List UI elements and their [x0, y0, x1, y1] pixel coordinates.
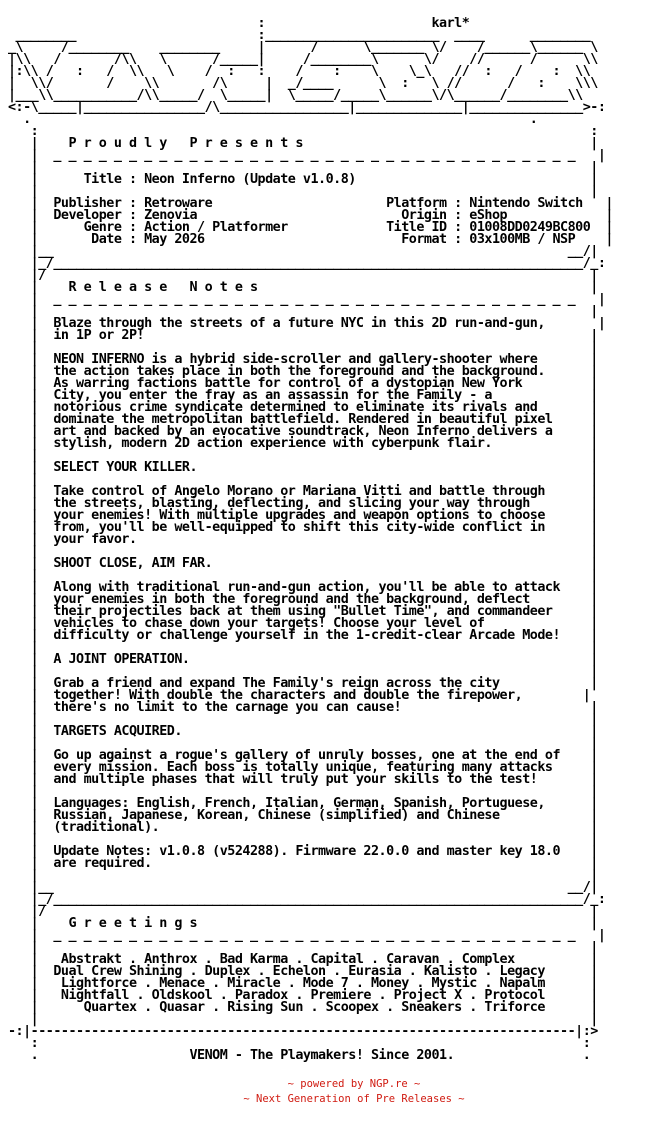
nfo-line: | Lightforce . Menace . Miracle . Mode 7 . Money . Mystic . Napalm | [8, 976, 598, 991]
nfo-line: | Date : May 2026 Format : 03x100MB / NSP | [8, 232, 613, 247]
nfo-text [8, 18, 613, 1062]
nfo-line: | | [8, 664, 598, 679]
nfo-line: | _ _ _ _ _ _ _ _ _ _ _ _ _ _ _ _ _ _ _ _ _ _ _ _ _ _ _ _ _ _ _ _ _ _ _ | [8, 292, 606, 307]
nfo-line: | from, you'll be well-equipped to shift this city-wide conflict in | [8, 520, 598, 535]
nfo-line: | there's no limit to the carnage you can cause! | [8, 700, 598, 715]
nfo-line: | Title : Neon Inferno (Update v1.0.8) | [8, 172, 598, 187]
nfo-line: | in 1P or 2P! | [8, 328, 598, 343]
nfo-line: | As warring factions battle for control of a dystopian New York | [8, 376, 598, 391]
nfo-line: -:|------------------------------------------------------------------------|:> [8, 1024, 598, 1039]
nfo-line: _\ /________ ________ | / \_______ \/ /______\______ \ [8, 40, 598, 55]
nfo-line: |:\\ / : / \\ \ / : : / : \ \_\ // : / : \\ [8, 64, 591, 79]
nfo-line: | vehicles to chase down your targets! Choose your level of | [8, 616, 598, 631]
nfo-line: | | [8, 868, 598, 883]
nfo-line: | Publisher : Retroware Platform : Nintendo Switch | [8, 196, 613, 211]
nfo-line: | G r e e t i n g s | [8, 916, 598, 931]
nfo-line: | your enemies! With multiple upgrades and weapon options to choose | [8, 508, 598, 523]
nfo-line: | Nightfall . Oldskool . Paradox . Premiere . Project X . Protocol | [8, 988, 598, 1003]
nfo-line: <:-\_____|________________/\_________________|______________|_______________>-: [8, 100, 606, 115]
nfo-line: | | [8, 832, 598, 847]
nfo-line: | Blaze through the streets of a future NYC in this 2D run-and-gun, | [8, 316, 606, 331]
nfo-line: | art and backed by an evocative soundtrack, Neon Inferno delivers a | [8, 424, 598, 439]
nfo-line: | the action takes place in both the foreground and the background. | [8, 364, 598, 379]
nfo-line: . . [8, 112, 538, 127]
nfo-line: | SELECT YOUR KILLER. | [8, 460, 598, 475]
nfo-line: | | [8, 784, 598, 799]
nfo-line: | Take control of Angelo Morano or Mariana Vitti and battle through | [8, 484, 598, 499]
nfo-line: . VENOM - The Playmakers! Since 2001. . [8, 1048, 591, 1063]
nfo-line: | their projectiles back at them using "Bullet Time", and commandeer | [8, 604, 598, 619]
nfo-line: ________ :_______________________ ____ ________ [8, 28, 591, 43]
nfo-line: | | [8, 940, 598, 955]
nfo-line: | | [8, 184, 598, 199]
nfo-line: | Abstrakt . Anthrox . Bad Karma . Capital . Caravan . Complex | [8, 952, 598, 967]
nfo-line: | (traditional). | [8, 820, 598, 835]
powered-by-line: ~ powered by NGP.re ~ [287, 1078, 421, 1090]
nfo-line: |/ | [8, 268, 598, 283]
nfo-line: | Quartex . Quasar . Rising Sun . Scoopex . Sneakers . Triforce | [8, 1000, 598, 1015]
nfo-line: | P r o u d l y P r e s e n t s | [8, 136, 598, 151]
nfo-line: | A JOINT OPERATION. | [8, 652, 598, 667]
nfo-line: | | [8, 340, 598, 355]
nfo-line: |\\ / /\\ \ /_____| /________\ \/ // / \\ [8, 52, 598, 67]
nfo-line: | SHOOT CLOSE, AIM FAR. | [8, 556, 598, 571]
nfo-line: | Russian, Japanese, Korean, Chinese (simplified) and Chinese | [8, 808, 598, 823]
tagline-line: ~ Next Generation of Pre Releases ~ [243, 1093, 465, 1105]
nfo-line: | | [8, 640, 598, 655]
nfo-line: |___\\___________/\\_____/ \_____| \_____/_____\______\/\______/________\\ [8, 88, 583, 103]
nfo-line: | together! With double the characters and double the firepower, | [8, 688, 591, 703]
nfo-line: | | [8, 472, 598, 487]
nfo-line: | | [8, 712, 598, 727]
nfo-line: | Update Notes: v1.0.8 (v524288). Firmware 22.0.0 and master key 18.0 | [8, 844, 598, 859]
nfo-line: | Developer : Zenovia Origin : eShop | [8, 208, 613, 223]
nfo-line: | Go up against a rogue's gallery of unruly bosses, one at the end of | [8, 748, 598, 763]
nfo-line: | | [8, 448, 598, 463]
nfo-line: | Languages: English, French, Italian, German, Spanish, Portuguese, | [8, 796, 598, 811]
nfo-line: | | [8, 304, 598, 319]
nfo-line: : karl* [8, 16, 470, 31]
nfo-line: | the streets, blasting, deflecting, and slicing your way through | [8, 496, 598, 511]
nfo-line: | | [8, 736, 598, 751]
nfo-line: | stylish, modern 2D action experience with cyberpunk flair. | [8, 436, 598, 451]
nfo-line: |__ __/| [8, 244, 598, 259]
nfo-line: | City, you enter the fray as an assassin for the Family - a | [8, 388, 598, 403]
nfo-line: | your favor. | [8, 532, 598, 547]
nfo-line: | every mission. Each boss is totally unique, featuring many attacks | [8, 760, 598, 775]
nfo-line: | \\/ / \\ /\ | _/____ \ : \ // / : \\\ [8, 76, 598, 91]
nfo-line: |__ __/| [8, 880, 598, 895]
nfo-line: | Genre : Action / Platformer Title ID : 01008DD0249BC800 | [8, 220, 613, 235]
nfo-line: | are required. | [8, 856, 598, 871]
nfo-line: | _ _ _ _ _ _ _ _ _ _ _ _ _ _ _ _ _ _ _ _ _ _ _ _ _ _ _ _ _ _ _ _ _ _ _ | [8, 148, 606, 163]
nfo-line: : : [8, 124, 598, 139]
nfo-line: : : [8, 1036, 591, 1051]
nfo-line: | NEON INFERNO is a hybrid side-scroller and gallery-shooter where | [8, 352, 598, 367]
nfo-line: | Along with traditional run-and-gun action, you'll be able to attack | [8, 580, 598, 595]
nfo-line: | | [8, 160, 598, 175]
credits-footer [0, 1077, 648, 1107]
nfo-line: | your enemies in both the foreground and the background, deflect | [8, 592, 598, 607]
nfo-line: | _ _ _ _ _ _ _ _ _ _ _ _ _ _ _ _ _ _ _ _ _ _ _ _ _ _ _ _ _ _ _ _ _ _ _ | [8, 928, 606, 943]
nfo-line: | | [8, 1012, 598, 1027]
nfo-line: | Grab a friend and expand The Family's reign across the city | [8, 676, 598, 691]
nfo-line: |_/______________________________________________________________________/_: [8, 256, 606, 271]
nfo-line: | TARGETS ACQUIRED. | [8, 724, 598, 739]
nfo-line: | R e l e a s e N o t e s | [8, 280, 598, 295]
nfo-line: |_/______________________________________________________________________/_: [8, 892, 606, 907]
nfo-line: | | [8, 544, 598, 559]
nfo-line: | difficulty or challenge yourself in the 1-credit-clear Arcade Mode! | [8, 628, 598, 643]
nfo-line: | Dual Crew Shining . Duplex . Echelon . Eurasia . Kalisto . Legacy | [8, 964, 598, 979]
nfo-line: | and multiple phases that will truly put your skills to the test! | [8, 772, 598, 787]
nfo-line: |/ | [8, 904, 598, 919]
nfo-line: | dominate the metropolitan battlefield. Rendered in beautiful pixel | [8, 412, 598, 427]
nfo-line: | | [8, 568, 598, 583]
nfo-line: | notorious crime syndicate determined to eliminate its rivals and | [8, 400, 598, 415]
